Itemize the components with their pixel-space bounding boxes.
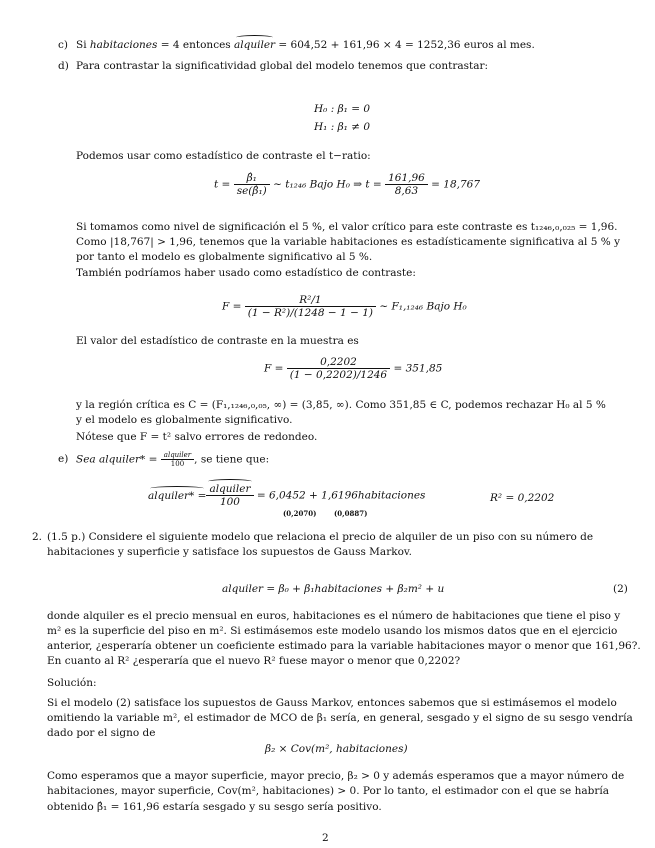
t-ratio-intro: Podemos usar como estadístico de contraste el t−ratio: [76,150,371,162]
significance-text-1: Como |18,767| > 1,96, tenemos que la variable habitaciones es estadísticamente significativa al 5 % y [76,236,620,248]
t-ratio-formula: t = $\frac{\text{β̂₁}}{\text{se(β̂₁)}}$ ∼ t₁₂₄₆ Bajo H₀ ⇒ t = $\frac{161,96}{8,63}$ = 18,767 [214,172,481,198]
item-d-label: d) [58,60,69,72]
item-d-intro: Para contrastar la significatividad global del modelo tenemos que contrastar: [76,60,489,72]
item-c-label: c) [58,39,68,51]
f-stat-intro: También podríamos haber usado como estadístico de contraste: [76,267,416,279]
note-text: Nótese que F = t² salvo errores de redondeo. [76,431,318,443]
hypothesis-h0: H₀ : β₁ = 0 [314,103,371,115]
rescaled-model: alquiler* = $\frac{\text{alquiler}}{100}$ = 6,0452 + 1,6196habitaciones [148,483,426,509]
question-text-2: habitaciones y superficie y satisface los supuestos de Gauss Markov. [47,546,412,558]
critical-region-text-1: y la región crítica es C = (F₁,₁₂₄₆,₀,₀₅, ∞) = (3,85, ∞). Como 351,85 ∈ C, podemos rechazar H₀ al 5 % [76,399,606,411]
bias-expression: β₂ × Cov(m², habitaciones) [265,743,408,755]
question-text-1: (1.5 p.) Considere el siguiente modelo que relaciona el precio de alquiler de un piso con su número de [47,531,594,543]
question-text-3: donde alquiler es el precio mensual en euros, habitaciones es el número de habitaciones que tiene el piso y [47,610,621,622]
r-squared: R² = 0,2202 [490,492,555,504]
hypothesis-h1: H₁ : β₁ ≠ 0 [314,121,371,133]
item-e-text: Sea alquiler* = $\frac{\text{alquiler}}{100}$ , se tiene que: [76,451,270,469]
significance-text-2: por tanto el modelo es globalmente significativo al 5 %. [76,251,373,263]
model-equation: alquiler = β₀ + β₁habitaciones + β₂m² + u [222,583,445,595]
solution-text-3: dado por el signo de [47,727,156,739]
critical-region-text-2: y el modelo es globalmente significativo. [76,414,293,426]
f-stat-formula: F = $\frac{\text{R²/1}}{\text{(1 − R²)/(1248 − 1 − 1)}}$ ∼ F₁,₁₂₄₆ Bajo H₀ [222,294,467,320]
item-c-text: Si habitaciones = 4 entonces alquiler = 604,52 + 161,96 × 4 = 1252,36 euros al mes. [76,39,535,51]
conclusion-text-2: habitaciones, mayor superficie, Cov(m², habitaciones) > 0. Por lo tanto, el estimador con el que se habría [47,785,609,797]
question-text-4: m² es la superficie del piso en m². Si estimásemos este modelo usando los mismos datos que en el ejercicio [47,625,618,637]
question-text-5: anterior, ¿esperaría obtener un coeficiente estimado para la variable habitaciones mayor o menor que 161,96?. [47,640,641,652]
item-e-label: e) [58,453,69,465]
solution-text-1: Si el modelo (2) satisface los supuestos de Gauss Markov, entonces sabemos que si estimásemos el modelo [47,697,617,709]
critical-value-text: Si tomamos como nivel de significación el 5 %, el valor crítico para este contraste es t₁₂₄₆,₀,₀₂₅ = 1,96. [76,221,618,233]
question-number: 2. [32,531,43,543]
std-error-intercept: (0,2070) [283,509,317,518]
question-text-6: En cuanto al R² ¿esperaría que el nuevo R² fuese mayor o menor que 0,2202? [47,655,461,667]
equation-number: (2) [613,583,628,595]
conclusion-text-1: Como esperamos que a mayor superficie, mayor precio, β₂ > 0 y además esperamos que a mayor número de [47,770,625,782]
solution-heading: Solución: [47,677,97,689]
f-sample-intro: El valor del estadístico de contraste en la muestra es [76,335,359,347]
solution-text-2: omitiendo la variable m², el estimador de MCO de β₁ sería, en general, sesgado y el signo de su sesgo vendría [47,712,633,724]
conclusion-text-3: obtenido β̂₁ = 161,96 estaría sesgado y su sesgo sería positivo. [47,801,382,813]
f-sample-formula: F = $\frac{0,2202}{(1 - 0,2202)/1246}$ = 351,85 [264,356,443,382]
page-number: 2 [322,832,329,844]
std-error-slope: (0,0887) [334,509,368,518]
